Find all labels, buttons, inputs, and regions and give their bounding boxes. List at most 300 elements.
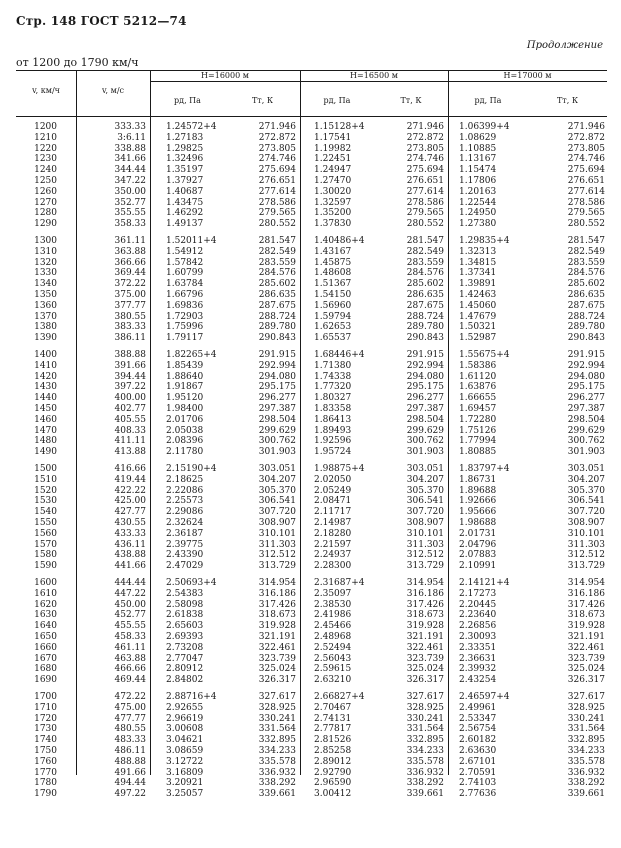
cell-v-kmh: 1610 [34, 588, 57, 599]
cell-v-kmh: 1230 [34, 154, 57, 165]
cell-v-ms: 352.77 [114, 197, 146, 208]
cell-p-17000: 1.22544 [459, 197, 497, 208]
cell-p-16000: 3.00608 [166, 724, 204, 735]
cell-t-16500: 281.547 [406, 236, 444, 246]
cell-p-16000: 2.43390 [166, 550, 204, 561]
cell-p-16000: 1.29825 [166, 143, 204, 154]
cell-p-16500: 2.56043 [314, 653, 352, 664]
cell-t-16000: 319.928 [258, 621, 296, 632]
cell-p-16500: 2.08471 [314, 496, 352, 507]
cell-p-16000: 2.69393 [166, 632, 204, 642]
cell-p-16000: 1.46292 [166, 208, 204, 219]
cell-p-17000: 1.83797+4 [459, 464, 510, 474]
cell-p-16000: 2.18625 [166, 474, 204, 485]
cell-t-17000: 299.629 [567, 425, 605, 436]
cell-t-16000: 331.564 [258, 724, 296, 735]
cell-t-16500: 279.565 [406, 208, 444, 219]
cell-t-17000: 316.186 [567, 588, 605, 599]
cell-v-kmh: 1630 [34, 610, 57, 621]
cell-t-17000: 277.614 [567, 186, 605, 197]
cell-p-16500: 2.77817 [314, 724, 352, 735]
header-t-16000: Tт, К [251, 96, 274, 105]
cell-t-16500: 332.895 [406, 735, 444, 746]
cell-p-16000: 2.01706 [166, 414, 204, 425]
cell-v-ms: 394.44 [114, 371, 146, 382]
cell-p-16500: 2.66827+4 [314, 692, 365, 702]
cell-v-ms: 472.22 [114, 692, 146, 702]
cell-p-16000: 3.08659 [166, 746, 204, 756]
cell-p-16000: 2.61838 [166, 610, 204, 621]
cell-p-16000: 1.35197 [166, 165, 204, 176]
cell-t-16000: 305.370 [258, 485, 296, 496]
cell-p-17000: 1.32313 [459, 246, 497, 257]
cell-v-ms: 405.55 [114, 414, 146, 425]
cell-p-16500: 2.35097 [314, 588, 352, 599]
cell-t-16500: 297.387 [406, 404, 444, 414]
cell-t-16500: 283.559 [406, 257, 444, 268]
cell-t-17000: 330.241 [567, 713, 605, 724]
cell-p-16000: 1.82265+4 [166, 350, 217, 360]
cell-t-16500: 282.549 [406, 246, 444, 257]
cell-v-kmh: 1720 [34, 713, 57, 724]
cell-v-ms: 341.66 [114, 154, 146, 165]
cell-p-17000: 2.36631 [459, 653, 497, 664]
cell-v-ms: 469.44 [114, 675, 146, 686]
cell-v-ms: 350.00 [114, 186, 146, 197]
cell-p-16500: 1.68446+4 [314, 350, 365, 360]
cell-p-16500: 2.11717 [314, 507, 352, 518]
cell-v-ms: 358.33 [114, 219, 146, 230]
cell-p-17000: 1.06399+4 [459, 122, 510, 132]
cell-p-17000: 1.47679 [459, 311, 497, 322]
cell-t-17000: 289.780 [567, 322, 605, 333]
cell-p-16500: 2.92790 [314, 767, 352, 778]
cell-v-ms: 338.88 [114, 143, 146, 154]
cell-t-17000: 336.932 [567, 767, 605, 778]
cell-p-16500: 2.70467 [314, 702, 352, 713]
cell-p-16000: 3.16809 [166, 767, 204, 778]
cell-p-17000: 1.27380 [459, 219, 497, 230]
cell-v-ms: 375.00 [114, 290, 146, 300]
cell-p-16000: 3.04621 [166, 735, 204, 746]
cell-p-16500: 1.77320 [314, 382, 352, 393]
cell-p-17000: 2.23640 [459, 610, 497, 621]
cell-t-16500: 308.907 [406, 518, 444, 528]
cell-p-16000: 2.15190+4 [166, 464, 217, 474]
cell-v-ms: 444.44 [114, 578, 146, 588]
cell-v-kmh: 1730 [34, 724, 57, 735]
cell-t-16500: 335.578 [406, 756, 444, 767]
cell-v-ms: 458.33 [114, 632, 146, 642]
cell-p-17000: 2.04796 [459, 539, 497, 550]
cell-p-16000: 2.29086 [166, 507, 204, 518]
cell-v-ms: 477.77 [114, 713, 146, 724]
cell-v-kmh: 1590 [34, 561, 57, 572]
cell-p-16500: 2.02050 [314, 474, 352, 485]
cell-v-kmh: 1280 [34, 208, 57, 219]
cell-v-kmh: 1400 [34, 350, 57, 360]
cell-p-16000: 1.66796 [166, 290, 204, 300]
cell-t-17000: 291.915 [567, 350, 605, 360]
cell-p-16000: 1.72903 [166, 311, 204, 322]
header-v-kmh: v, км/ч [32, 86, 60, 95]
cell-v-kmh: 1620 [34, 599, 57, 610]
cell-v-ms: 430.55 [114, 518, 146, 528]
cell-p-16500: 2.81526 [314, 735, 352, 746]
cell-p-17000: 2.74103 [459, 778, 497, 789]
cell-p-17000: 2.77636 [459, 789, 497, 800]
cell-t-16000: 290.843 [258, 333, 296, 344]
cell-p-17000: 2.60182 [459, 735, 497, 746]
cell-t-17000: 271.946 [567, 122, 605, 132]
cell-p-16500: 1.22451 [314, 154, 352, 165]
cell-v-ms: 408.33 [114, 425, 146, 436]
cell-t-17000: 278.586 [567, 197, 605, 208]
cell-t-17000: 317.426 [567, 599, 605, 610]
cell-p-16500: 1.89493 [314, 425, 352, 436]
cell-p-16000: 2.36187 [166, 528, 204, 539]
cell-p-16500: 2.85258 [314, 746, 352, 756]
cell-t-17000: 339.661 [567, 789, 605, 800]
cell-v-ms: 347.22 [114, 176, 146, 186]
cell-p-16000: 1.79117 [166, 333, 204, 344]
cell-p-17000: 1.89688 [459, 485, 497, 496]
cell-t-16500: 289.780 [406, 322, 444, 333]
cell-p-16500: 2.21597 [314, 539, 352, 550]
cell-t-16000: 282.549 [258, 246, 296, 257]
cell-p-17000: 1.86731 [459, 474, 497, 485]
cell-t-17000: 284.576 [567, 268, 605, 279]
cell-v-kmh: 1560 [34, 528, 57, 539]
cell-p-16000: 2.05038 [166, 425, 204, 436]
cell-t-16000: 339.661 [258, 789, 296, 800]
cell-v-ms: 366.66 [114, 257, 146, 268]
cell-v-ms: 450.00 [114, 599, 146, 610]
cell-p-16500: 1.92596 [314, 436, 352, 447]
cell-v-kmh: 1650 [34, 632, 57, 642]
cell-t-16500: 331.564 [406, 724, 444, 735]
cell-t-16500: 323.739 [406, 653, 444, 664]
cell-p-16000: 2.47029 [166, 561, 204, 572]
cell-p-16000: 1.95120 [166, 393, 204, 404]
cell-t-17000: 306.541 [567, 496, 605, 507]
cell-p-17000: 1.13167 [459, 154, 497, 165]
cell-p-16000: 2.80912 [166, 664, 204, 675]
cell-p-17000: 1.20163 [459, 186, 497, 197]
cell-t-16000: 287.675 [258, 300, 296, 311]
cell-t-16500: 280.552 [406, 219, 444, 230]
header-group-16000: H=16000 м [201, 71, 249, 80]
cell-t-16500: 291.915 [406, 350, 444, 360]
cell-v-ms: 438.88 [114, 550, 146, 561]
cell-v-ms: 497.22 [114, 789, 146, 800]
cell-t-16000: 310.101 [258, 528, 296, 539]
cell-v-kmh: 1250 [34, 176, 57, 186]
cell-v-kmh: 1770 [34, 767, 57, 778]
cell-t-16000: 275.694 [258, 165, 296, 176]
cell-v-ms: 486.11 [114, 746, 146, 756]
cell-v-kmh: 1370 [34, 311, 57, 322]
cell-t-17000: 282.549 [567, 246, 605, 257]
cell-t-16500: 317.426 [406, 599, 444, 610]
cell-v-kmh: 1360 [34, 300, 57, 311]
cell-t-16000: 271.946 [258, 122, 296, 132]
cell-v-ms: 363.88 [114, 246, 146, 257]
cell-t-16000: 332.895 [258, 735, 296, 746]
cell-p-16000: 1.32496 [166, 154, 204, 165]
cell-v-ms: 377.77 [114, 300, 146, 311]
cell-v-ms: 452.77 [114, 610, 146, 621]
cell-t-17000: 331.564 [567, 724, 605, 735]
cell-p-16000: 2.65603 [166, 621, 204, 632]
cell-p-16500: 2.48968 [314, 632, 352, 642]
cell-t-17000: 305.370 [567, 485, 605, 496]
cell-t-16000: 316.186 [258, 588, 296, 599]
cell-v-kmh: 1470 [34, 425, 57, 436]
cell-v-ms: 447.22 [114, 588, 146, 599]
cell-t-16000: 328.925 [258, 702, 296, 713]
cell-p-16500: 2.31687+4 [314, 578, 365, 588]
cell-t-17000: 300.762 [567, 436, 605, 447]
cell-v-kmh: 1380 [34, 322, 57, 333]
cell-v-ms: 483.33 [114, 735, 146, 746]
cell-t-17000: 319.928 [567, 621, 605, 632]
cell-t-16500: 284.576 [406, 268, 444, 279]
cell-t-16500: 292.994 [406, 360, 444, 371]
cell-p-16000: 2.96619 [166, 713, 204, 724]
cell-t-16000: 280.552 [258, 219, 296, 230]
cell-p-16500: 1.65537 [314, 333, 352, 344]
cell-v-kmh: 1200 [34, 122, 57, 132]
cell-p-16000: 2.25573 [166, 496, 204, 507]
cell-p-16500: 2.38530 [314, 599, 352, 610]
header-p-16000: pд, Па [174, 96, 201, 105]
cell-p-16500: 2.28300 [314, 561, 352, 572]
cell-t-16000: 272.872 [258, 132, 296, 143]
cell-p-16500: 1.17541 [314, 132, 352, 143]
cell-v-ms: 422.22 [114, 485, 146, 496]
header-group-17000: H=17000 м [503, 71, 552, 80]
cell-t-16000: 279.565 [258, 208, 296, 219]
continuation-label: Продолжение [526, 40, 603, 51]
cell-v-ms: 361.11 [114, 236, 146, 246]
cell-t-16500: 294.080 [406, 371, 444, 382]
cell-v-ms: 416.66 [114, 464, 146, 474]
cell-v-ms: 397.22 [114, 382, 146, 393]
cell-p-16500: 2.96590 [314, 778, 352, 789]
cell-t-16500: 304.207 [406, 474, 444, 485]
cell-p-16500: 1.59794 [314, 311, 352, 322]
cell-v-ms: 391.66 [114, 360, 146, 371]
cell-t-16500: 276.651 [406, 176, 444, 186]
cell-p-17000: 2.53347 [459, 713, 497, 724]
cell-v-kmh: 1490 [34, 447, 57, 458]
cell-v-kmh: 1440 [34, 393, 57, 404]
cell-p-17000: 2.63630 [459, 746, 497, 756]
cell-v-ms: 413.88 [114, 447, 146, 458]
speed-range-caption: от 1200 до 1790 км/ч [16, 56, 139, 69]
cell-p-17000: 1.45060 [459, 300, 497, 311]
cell-p-16500: 2.45466 [314, 621, 352, 632]
column-divider [300, 70, 301, 775]
cell-v-kmh: 1270 [34, 197, 57, 208]
cell-t-16000: 317.426 [258, 599, 296, 610]
cell-p-17000: 2.56754 [459, 724, 497, 735]
cell-p-16000: 1.49137 [166, 219, 204, 230]
header-p-16500: pд, Па [323, 96, 351, 105]
cell-t-17000: 295.175 [567, 382, 605, 393]
cell-p-16500: 3.00412 [314, 789, 352, 800]
cell-p-16500: 1.71380 [314, 360, 352, 371]
cell-p-16000: 2.08396 [166, 436, 204, 447]
cell-p-17000: 2.67101 [459, 756, 497, 767]
header-group-16500: H=16500 м [350, 71, 398, 80]
cell-p-16500: 1.19982 [314, 143, 352, 154]
cell-v-ms: 461.11 [114, 642, 146, 653]
cell-v-kmh: 1690 [34, 675, 57, 686]
cell-t-16000: 281.547 [258, 236, 296, 246]
cell-v-kmh: 1420 [34, 371, 57, 382]
cell-t-16500: 328.925 [406, 702, 444, 713]
cell-p-16000: 2.77047 [166, 653, 204, 664]
header-bottom-rule [16, 116, 607, 117]
cell-t-17000: 307.720 [567, 507, 605, 518]
cell-p-16500: 1.24947 [314, 165, 352, 176]
cell-t-17000: 301.903 [567, 447, 605, 458]
cell-t-17000: 290.843 [567, 333, 605, 344]
cell-p-16000: 1.54912 [166, 246, 204, 257]
cell-t-16000: 306.541 [258, 496, 296, 507]
cell-t-16500: 273.805 [406, 143, 444, 154]
cell-t-16000: 303.051 [258, 464, 296, 474]
cell-t-17000: 275.694 [567, 165, 605, 176]
cell-p-17000: 1.34815 [459, 257, 497, 268]
cell-p-16500: 1.48608 [314, 268, 352, 279]
cell-p-17000: 1.08629 [459, 132, 497, 143]
cell-t-16500: 300.762 [406, 436, 444, 447]
cell-p-17000: 2.49961 [459, 702, 497, 713]
cell-t-16500: 339.661 [406, 789, 444, 800]
cell-p-17000: 1.52987 [459, 333, 497, 344]
cell-t-16500: 306.541 [406, 496, 444, 507]
cell-v-kmh: 1240 [34, 165, 57, 176]
cell-t-17000: 286.635 [567, 290, 605, 300]
cell-v-ms: 380.55 [114, 311, 146, 322]
column-divider [150, 70, 151, 775]
cell-t-16500: 307.720 [406, 507, 444, 518]
cell-v-ms: 425.00 [114, 496, 146, 507]
cell-t-16500: 321.191 [406, 632, 444, 642]
cell-p-17000: 1.15474 [459, 165, 497, 176]
cell-v-kmh: 1550 [34, 518, 57, 528]
cell-p-16000: 1.43475 [166, 197, 204, 208]
cell-t-17000: 321.191 [567, 632, 605, 642]
cell-v-ms: 3:6.11 [117, 132, 146, 143]
cell-p-16500: 1.32597 [314, 197, 352, 208]
cell-t-17000: 318.673 [567, 610, 605, 621]
cell-t-16000: 300.762 [258, 436, 296, 447]
cell-t-17000: 279.565 [567, 208, 605, 219]
cell-t-17000: 281.547 [567, 236, 605, 246]
cell-t-16500: 296.277 [406, 393, 444, 404]
cell-t-16000: 308.907 [258, 518, 296, 528]
cell-p-16000: 2.88716+4 [166, 692, 217, 702]
cell-v-ms: 411.11 [114, 436, 146, 447]
cell-v-kmh: 1640 [34, 621, 57, 632]
cell-v-ms: 488.88 [114, 756, 146, 767]
cell-t-16500: 319.928 [406, 621, 444, 632]
cell-p-17000: 2.10991 [459, 561, 497, 572]
cell-t-17000: 273.805 [567, 143, 605, 154]
cell-t-17000: 332.895 [567, 735, 605, 746]
cell-t-16000: 313.729 [258, 561, 296, 572]
cell-t-16500: 316.186 [406, 588, 444, 599]
column-divider [448, 70, 449, 775]
cell-v-ms: 494.44 [114, 778, 146, 789]
cell-v-ms: 433.33 [114, 528, 146, 539]
header-v-ms: v, м/с [101, 86, 125, 95]
cell-p-17000: 2.30093 [459, 632, 497, 642]
cell-t-16000: 294.080 [258, 371, 296, 382]
cell-p-16000: 2.39775 [166, 539, 204, 550]
cell-v-ms: 427.77 [114, 507, 146, 518]
cell-t-17000: 312.512 [567, 550, 605, 561]
cell-p-16000: 1.37927 [166, 176, 204, 186]
cell-t-16500: 318.673 [406, 610, 444, 621]
cell-t-16000: 326.317 [258, 675, 296, 686]
cell-t-16000: 289.780 [258, 322, 296, 333]
cell-p-16500: 1.43167 [314, 246, 352, 257]
cell-t-16500: 313.729 [406, 561, 444, 572]
cell-v-kmh: 1750 [34, 746, 57, 756]
cell-v-kmh: 1260 [34, 186, 57, 197]
cell-p-17000: 1.66655 [459, 393, 497, 404]
cell-p-16000: 2.73208 [166, 642, 204, 653]
cell-v-ms: 441.66 [114, 561, 146, 572]
cell-p-16500: 1.80327 [314, 393, 352, 404]
cell-v-kmh: 1350 [34, 290, 57, 300]
cell-p-17000: 1.98688 [459, 518, 497, 528]
cell-v-kmh: 1390 [34, 333, 57, 344]
cell-t-17000: 298.504 [567, 414, 605, 425]
cell-t-16500: 290.843 [406, 333, 444, 344]
cell-v-ms: 463.88 [114, 653, 146, 664]
cell-t-17000: 310.101 [567, 528, 605, 539]
cell-t-17000: 325.024 [567, 664, 605, 675]
cell-p-16500: 1.27470 [314, 176, 352, 186]
cell-t-17000: 322.461 [567, 642, 605, 653]
header-p-17000: pд, Па [474, 96, 502, 105]
cell-t-16000: 311.303 [258, 539, 296, 550]
cell-t-16500: 312.512 [406, 550, 444, 561]
cell-v-kmh: 1340 [34, 279, 57, 290]
cell-p-17000: 1.39891 [459, 279, 497, 290]
cell-t-16000: 307.720 [258, 507, 296, 518]
cell-t-16000: 335.578 [258, 756, 296, 767]
cell-t-16500: 301.903 [406, 447, 444, 458]
cell-p-17000: 2.39932 [459, 664, 497, 675]
cell-v-kmh: 1670 [34, 653, 57, 664]
cell-p-17000: 2.26856 [459, 621, 497, 632]
cell-t-16500: 277.614 [406, 186, 444, 197]
cell-v-ms: 480.55 [114, 724, 146, 735]
header-group-rule [150, 81, 607, 82]
cell-p-16500: 2.63210 [314, 675, 352, 686]
cell-t-16000: 330.241 [258, 713, 296, 724]
cell-p-16500: 1.35200 [314, 208, 352, 219]
cell-p-17000: 2.43254 [459, 675, 497, 686]
cell-v-kmh: 1600 [34, 578, 57, 588]
